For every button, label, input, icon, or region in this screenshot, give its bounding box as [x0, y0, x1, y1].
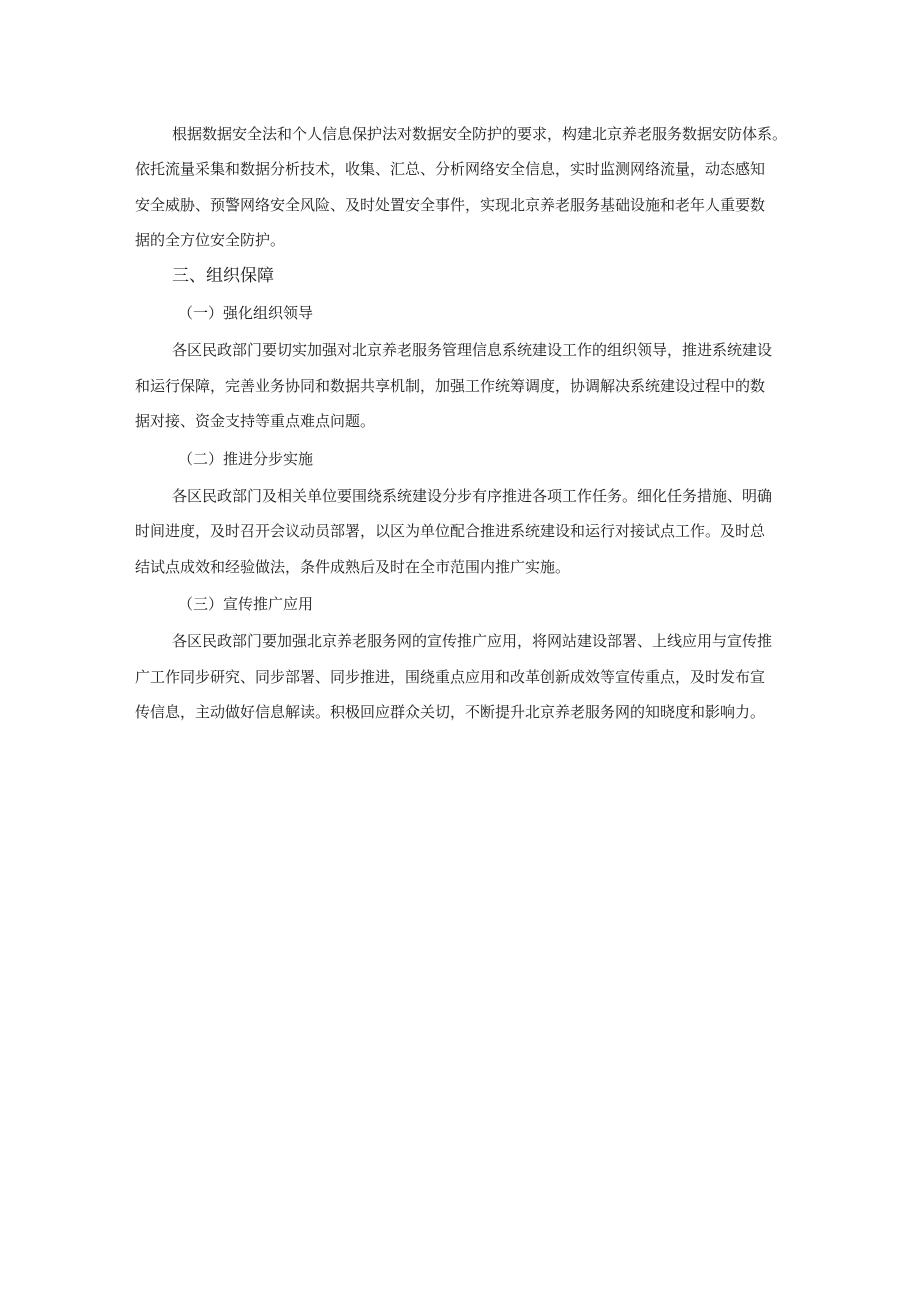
subsection-3-title: （三）宣传推广应用 — [178, 595, 314, 613]
section-heading: 三、组织保障 — [172, 266, 274, 286]
sub1-line-2: 和运行保障，完善业务协同和数据共享机制，加强工作统筹调度，协调解决系统建设过程中的数 — [135, 377, 766, 395]
sub1-line-1: 各区民政部门要切实加强对北京养老服务管理信息系统建设工作的组织领导，推进系统建设 — [172, 341, 773, 359]
sub3-line-2: 广工作同步研究、同步部署、同步推进，围绕重点应用和改革创新成效等宣传重点，及时发布宣 — [135, 668, 766, 686]
sub2-line-3: 结试点成效和经验做法，条件成熟后及时在全市范围内推广实施。 — [135, 558, 571, 576]
intro-line-2: 依托流量采集和数据分析技术，收集、汇总、分析网络安全信息，实时监测网络流量，动态感知 — [135, 160, 766, 178]
intro-line-1: 根据数据安全法和个人信息保护法对数据安全防护的要求，构建北京养老服务数据安防体系。 — [172, 125, 788, 143]
sub3-line-3: 传信息，主动做好信息解读。积极回应群众关切，不断提升北京养老服务网的知晓度和影响力。 — [135, 703, 766, 721]
sub2-line-2: 时间进度，及时召开会议动员部署，以区为单位配合推进系统建设和运行对接试点工作。及时总 — [135, 522, 766, 540]
sub2-line-1: 各区民政部门及相关单位要围绕系统建设分步有序推进各项工作任务。细化任务措施、明确 — [172, 487, 773, 505]
sub3-line-1: 各区民政部门要加强北京养老服务网的宣传推广应用，将网站建设部署、上线应用与宣传推 — [172, 632, 773, 650]
subsection-2-title: （二）推进分步实施 — [178, 450, 314, 468]
intro-line-4: 据的全方位安全防护。 — [135, 231, 286, 249]
intro-line-3: 安全威胁、预警网络安全风险、及时处置安全事件，实现北京养老服务基础设施和老年人重要数 — [135, 196, 766, 214]
sub1-line-3: 据对接、资金支持等重点难点问题。 — [135, 412, 376, 430]
subsection-1-title: （一）强化组织领导 — [178, 304, 314, 322]
